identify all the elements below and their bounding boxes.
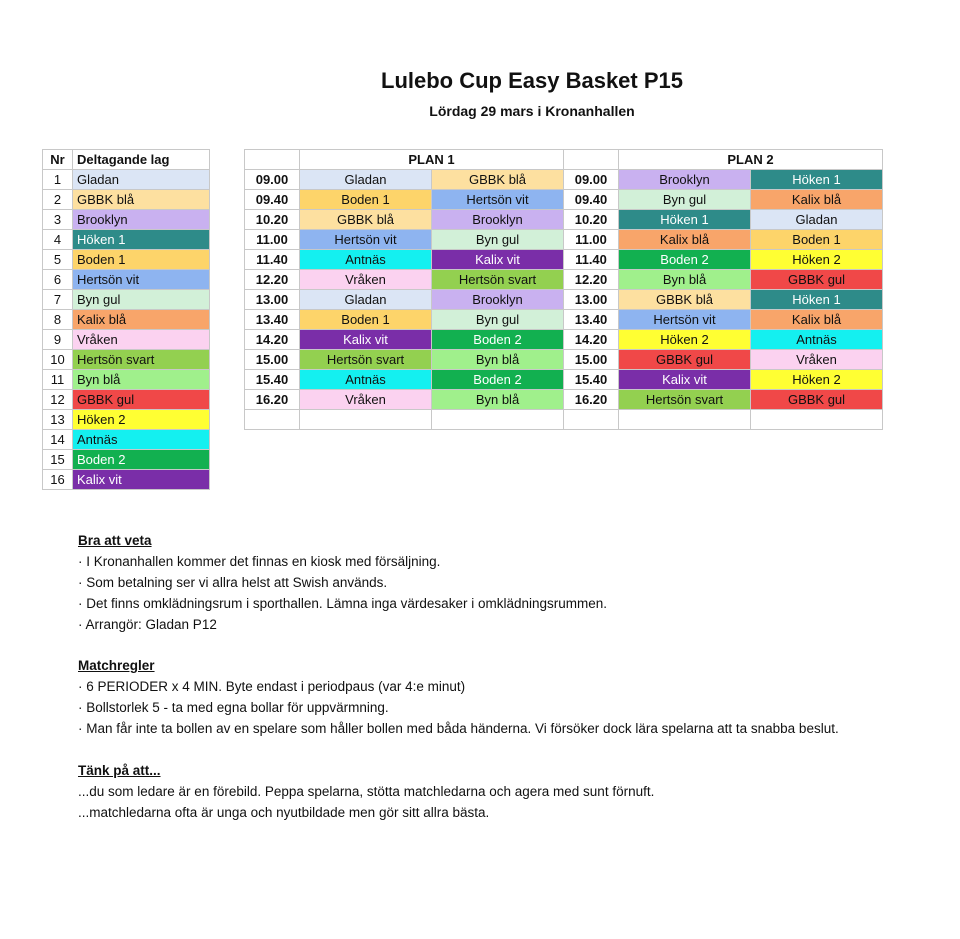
plan1-home-team: Boden 1	[300, 190, 432, 210]
plan1-away-team: GBBK blå	[432, 170, 564, 190]
table-row	[43, 290, 210, 310]
team-name: Boden 1	[73, 250, 210, 270]
empty-cell	[432, 410, 564, 430]
info-item: · Som betalning ser vi allra helst att Swish används.	[78, 575, 388, 590]
team-number: 10	[43, 350, 73, 370]
plan2-time: 11.00	[564, 230, 619, 250]
plan2-home-team: Kalix blå	[619, 230, 751, 250]
team-name: Brooklyn	[73, 210, 210, 230]
info-item: · Arrangör: Gladan P12	[78, 617, 217, 632]
table-row	[245, 310, 883, 330]
plan2-home-team: Hertsön vit	[619, 310, 751, 330]
plan2-home-team: Byn gul	[619, 190, 751, 210]
team-number: 12	[43, 390, 73, 410]
team-header: Deltagande lag	[73, 150, 210, 170]
plan1-home-team: Gladan	[300, 290, 432, 310]
plan1-time: 12.20	[245, 270, 300, 290]
plan1-time-header	[245, 150, 300, 170]
plan1-home-team: Gladan	[300, 170, 432, 190]
team-number: 6	[43, 270, 73, 290]
plan1-away-team: Brooklyn	[432, 210, 564, 230]
team-name: GBBK blå	[73, 190, 210, 210]
plan1-home-team: Hertsön svart	[300, 350, 432, 370]
team-number: 7	[43, 290, 73, 310]
empty-row	[245, 410, 883, 430]
plan2-time: 16.20	[564, 390, 619, 410]
plan1-time: 16.20	[245, 390, 300, 410]
team-number: 1	[43, 170, 73, 190]
team-name: Byn blå	[73, 370, 210, 390]
plan2-home-team: Kalix vit	[619, 370, 751, 390]
table-row	[43, 330, 210, 350]
team-name: Kalix vit	[73, 470, 210, 490]
plan2-away-team: GBBK gul	[751, 390, 883, 410]
table-row	[43, 190, 210, 210]
plan2-home-team: GBBK blå	[619, 290, 751, 310]
team-name: GBBK gul	[73, 390, 210, 410]
plan2-away-team: Höken 2	[751, 370, 883, 390]
table-row	[245, 250, 883, 270]
table-row	[43, 370, 210, 390]
think-item: ...matchledarna ofta är unga och nyutbildade men gör sitt allra bästa.	[78, 805, 490, 820]
plan1-time: 13.00	[245, 290, 300, 310]
plan1-home-team: Vråken	[300, 390, 432, 410]
plan1-away-team: Byn gul	[432, 310, 564, 330]
plan1-home-team: Boden 1	[300, 310, 432, 330]
think-heading: Tänk på att...	[78, 763, 161, 778]
team-name: Antnäs	[73, 430, 210, 450]
plan2-away-team: Gladan	[751, 210, 883, 230]
team-number: 14	[43, 430, 73, 450]
table-row	[245, 290, 883, 310]
plan1-time: 11.40	[245, 250, 300, 270]
table-row	[245, 370, 883, 390]
plan2-away-team: Vråken	[751, 350, 883, 370]
team-number: 2	[43, 190, 73, 210]
plan1-time: 10.20	[245, 210, 300, 230]
team-name: Gladan	[73, 170, 210, 190]
team-number: 15	[43, 450, 73, 470]
plan2-away-team: Boden 1	[751, 230, 883, 250]
table-row	[43, 470, 210, 490]
teams-header-row	[43, 150, 210, 170]
team-name: Höken 1	[73, 230, 210, 250]
team-number: 16	[43, 470, 73, 490]
table-row	[43, 410, 210, 430]
schedule-header-row	[245, 150, 883, 170]
info-item: · Det finns omklädningsrum i sporthallen. Lämna inga värdesaker i omklädningsrummen.	[78, 596, 607, 611]
team-number: 13	[43, 410, 73, 430]
table-row	[245, 170, 883, 190]
plan2-time: 15.40	[564, 370, 619, 390]
rules-section	[78, 655, 839, 739]
table-row	[43, 250, 210, 270]
plan2-away-team: Höken 1	[751, 170, 883, 190]
plan2-time: 10.20	[564, 210, 619, 230]
plan1-away-team: Hertsön svart	[432, 270, 564, 290]
team-name: Höken 2	[73, 410, 210, 430]
team-number: 3	[43, 210, 73, 230]
team-number: 8	[43, 310, 73, 330]
info-item: · I Kronanhallen kommer det finnas en kiosk med försäljning.	[78, 554, 441, 569]
empty-cell	[564, 410, 619, 430]
rules-heading: Matchregler	[78, 658, 155, 673]
team-name: Hertsön vit	[73, 270, 210, 290]
table-row	[245, 350, 883, 370]
team-name: Boden 2	[73, 450, 210, 470]
plan1-home-team: Kalix vit	[300, 330, 432, 350]
team-number: 11	[43, 370, 73, 390]
rules-item: · 6 PERIODER x 4 MIN. Byte endast i periodpaus (var 4:e minut)	[78, 679, 466, 694]
empty-cell	[300, 410, 432, 430]
page-subtitle: Lördag 29 mars i Kronanhallen	[429, 103, 635, 119]
empty-cell	[245, 410, 300, 430]
table-row	[43, 450, 210, 470]
team-number: 9	[43, 330, 73, 350]
team-name: Hertsön svart	[73, 350, 210, 370]
plan1-away-team: Brooklyn	[432, 290, 564, 310]
plan2-time: 09.00	[564, 170, 619, 190]
think-item: ...du som ledare är en förebild. Peppa spelarna, stötta matchledarna och agera med sunt förnuft.	[78, 784, 655, 799]
plan1-away-team: Hertsön vit	[432, 190, 564, 210]
plan2-home-team: Hertsön svart	[619, 390, 751, 410]
rules-item: · Man får inte ta bollen av en spelare som håller bollen med båda händerna. Vi försöker dock lära spelarna att ta snabba beslut.	[78, 721, 839, 736]
plan2-away-team: GBBK gul	[751, 270, 883, 290]
table-row	[43, 310, 210, 330]
plan1-away-team: Kalix vit	[432, 250, 564, 270]
plan1-away-team: Byn blå	[432, 350, 564, 370]
table-row	[43, 230, 210, 250]
table-row	[245, 390, 883, 410]
plan1-time: 14.20	[245, 330, 300, 350]
plan1-time: 15.40	[245, 370, 300, 390]
info-section	[78, 530, 607, 635]
plan2-time: 13.40	[564, 310, 619, 330]
plan1-time: 15.00	[245, 350, 300, 370]
table-row	[245, 190, 883, 210]
plan2-header: PLAN 2	[619, 150, 883, 170]
plan1-away-team: Byn blå	[432, 390, 564, 410]
plan2-time: 13.00	[564, 290, 619, 310]
schedule-table	[244, 149, 883, 430]
plan2-time: 12.20	[564, 270, 619, 290]
plan2-time-header	[564, 150, 619, 170]
table-row	[245, 230, 883, 250]
plan2-away-team: Höken 2	[751, 250, 883, 270]
plan2-time: 14.20	[564, 330, 619, 350]
table-row	[43, 270, 210, 290]
plan2-home-team: GBBK gul	[619, 350, 751, 370]
table-row	[245, 270, 883, 290]
think-section	[78, 760, 654, 823]
plan2-away-team: Höken 1	[751, 290, 883, 310]
empty-cell	[751, 410, 883, 430]
info-heading: Bra att veta	[78, 533, 152, 548]
plan1-away-team: Boden 2	[432, 370, 564, 390]
plan2-time: 15.00	[564, 350, 619, 370]
plan1-header: PLAN 1	[300, 150, 564, 170]
team-name: Kalix blå	[73, 310, 210, 330]
nr-header: Nr	[43, 150, 73, 170]
team-name: Vråken	[73, 330, 210, 350]
table-row	[43, 210, 210, 230]
plan1-time: 09.40	[245, 190, 300, 210]
empty-cell	[619, 410, 751, 430]
plan1-home-team: GBBK blå	[300, 210, 432, 230]
team-name: Byn gul	[73, 290, 210, 310]
page-title: Lulebo Cup Easy Basket P15	[381, 68, 683, 93]
plan2-time: 11.40	[564, 250, 619, 270]
table-row	[43, 430, 210, 450]
plan2-home-team: Brooklyn	[619, 170, 751, 190]
plan2-home-team: Byn blå	[619, 270, 751, 290]
plan1-away-team: Byn gul	[432, 230, 564, 250]
plan2-home-team: Höken 1	[619, 210, 751, 230]
plan1-home-team: Antnäs	[300, 250, 432, 270]
plan1-home-team: Hertsön vit	[300, 230, 432, 250]
rules-item: · Bollstorlek 5 - ta med egna bollar för uppvärmning.	[78, 700, 389, 715]
table-row	[245, 330, 883, 350]
team-number: 4	[43, 230, 73, 250]
table-row	[43, 170, 210, 190]
table-row	[43, 390, 210, 410]
table-row	[245, 210, 883, 230]
plan2-home-team: Boden 2	[619, 250, 751, 270]
plan2-home-team: Höken 2	[619, 330, 751, 350]
plan1-time: 13.40	[245, 310, 300, 330]
plan1-home-team: Antnäs	[300, 370, 432, 390]
plan1-home-team: Vråken	[300, 270, 432, 290]
teams-table	[42, 149, 210, 490]
plan2-away-team: Kalix blå	[751, 190, 883, 210]
team-number: 5	[43, 250, 73, 270]
plan1-time: 11.00	[245, 230, 300, 250]
table-row	[43, 350, 210, 370]
plan1-time: 09.00	[245, 170, 300, 190]
plan2-away-team: Antnäs	[751, 330, 883, 350]
plan2-away-team: Kalix blå	[751, 310, 883, 330]
plan1-away-team: Boden 2	[432, 330, 564, 350]
plan2-time: 09.40	[564, 190, 619, 210]
